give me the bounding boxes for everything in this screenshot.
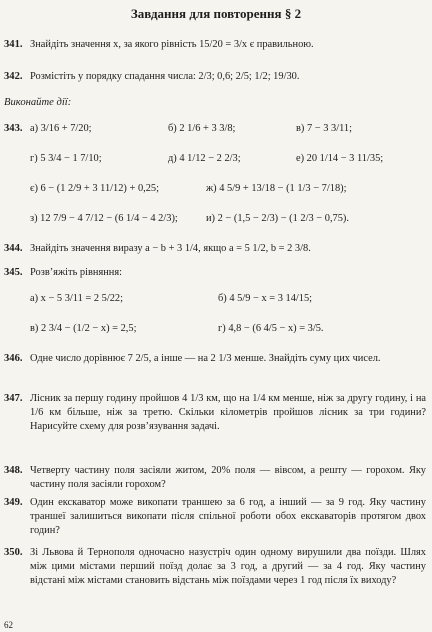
- page-title: Завдання для повторення § 2: [130, 6, 302, 21]
- exercise-343-g: г) 5 3/4 − 1 7/10;: [30, 153, 102, 164]
- problem-text-347: Лісник за першу годину пройшов 4 1/3 км, що на 1/4 км менше, ніж за другу годину, і на 1/6 км більше, ніж за третю. Скільки кілометрів пройшов лісник за три години? Нарисуйте схему для розв’язування задачі.: [30, 393, 426, 432]
- problem-text-344: Знайдіть значення виразу a − b + 3 1/4, якщо a = 5 1/2, b = 2 3/8.: [30, 243, 311, 254]
- problem-number-343: 343.: [4, 123, 23, 134]
- problem-number-350: 350.: [4, 547, 23, 558]
- problem-text-349: Один екскаватор може викопати траншею за 6 год, а інший — за 9 год. Яку частину траншеї залишиться викопати після спільної роботи обох екскаваторів протягом двох годин?: [30, 497, 426, 536]
- problem-text-346: Одне число дорівнює 7 2/5, а інше — на 2 1/3 менше. Знайдіть суму цих чисел.: [30, 353, 381, 364]
- problem-number-345: 345.: [4, 267, 23, 278]
- problem-text-345: Розв’яжіть рівняння:: [30, 267, 123, 278]
- problem-text-341: Знайдіть значення x, за якого рівність 15/20 = 3/x є правильною.: [30, 39, 314, 50]
- equation-345-b: б) 4 5/9 − x = 3 14/15;: [218, 293, 313, 304]
- problem-number-342: 342.: [4, 71, 23, 82]
- problem-text-342: Розмістіть у порядку спадання числа: 2/3; 0,6; 2/5; 1/2; 19/30.: [30, 71, 300, 82]
- problem-text-348: Четверту частину поля засіяли житом, 20% поля — вівсом, а решту — горохом. Яку частину поля засіяли горохом?: [30, 465, 426, 490]
- problem-text-350: Зі Львова й Тернополя одночасно назустріч один одному вирушили два поїзди. Шлях між цими містами перший поїзд долає за 3 год, а другий — за 4 год. Яку частину відстані між містами становить відстань між поїздами через 1 год після їх виходу?: [30, 547, 426, 586]
- exercise-343-v: в) 7 − 3 3/11;: [296, 123, 352, 134]
- exercise-343-a: а) 3/16 + 7/20;: [30, 123, 92, 134]
- equation-345-g: г) 4,8 − (6 4/5 − x) = 3/5.: [218, 323, 324, 334]
- page-number: 62: [4, 620, 13, 630]
- equation-345-v: в) 2 3/4 − (1/2 − x) = 2,5;: [30, 323, 137, 334]
- problem-number-348: 348.: [4, 465, 23, 476]
- exercise-343-e: е) 20 1/14 − 3 11/35;: [296, 153, 384, 164]
- exercise-343-zh: ж) 4 5/9 + 13/18 − (1 1/3 − 7/18);: [206, 183, 347, 194]
- exercise-343-b: б) 2 1/6 + 3 3/8;: [168, 123, 236, 134]
- exercise-343-y: и) 2 − (1,5 − 2/3) − (1 2/3 − 0,75).: [206, 213, 349, 224]
- exercise-343-ye: є) 6 − (1 2/9 + 3 11/12) + 0,25;: [30, 183, 160, 194]
- problem-number-344: 344.: [4, 243, 23, 254]
- problem-number-347: 347.: [4, 393, 23, 404]
- equation-345-a: а) x − 5 3/11 = 2 5/22;: [30, 293, 124, 304]
- section-subheading: Виконайте дії:: [4, 97, 72, 108]
- problem-number-346: 346.: [4, 353, 23, 364]
- exercise-343-z: з) 12 7/9 − 4 7/12 − (6 1/4 − 4 2/3);: [30, 213, 178, 224]
- exercise-343-d: д) 4 1/12 − 2 2/3;: [168, 153, 241, 164]
- problem-number-349: 349.: [4, 497, 23, 508]
- problem-number-341: 341.: [4, 39, 23, 50]
